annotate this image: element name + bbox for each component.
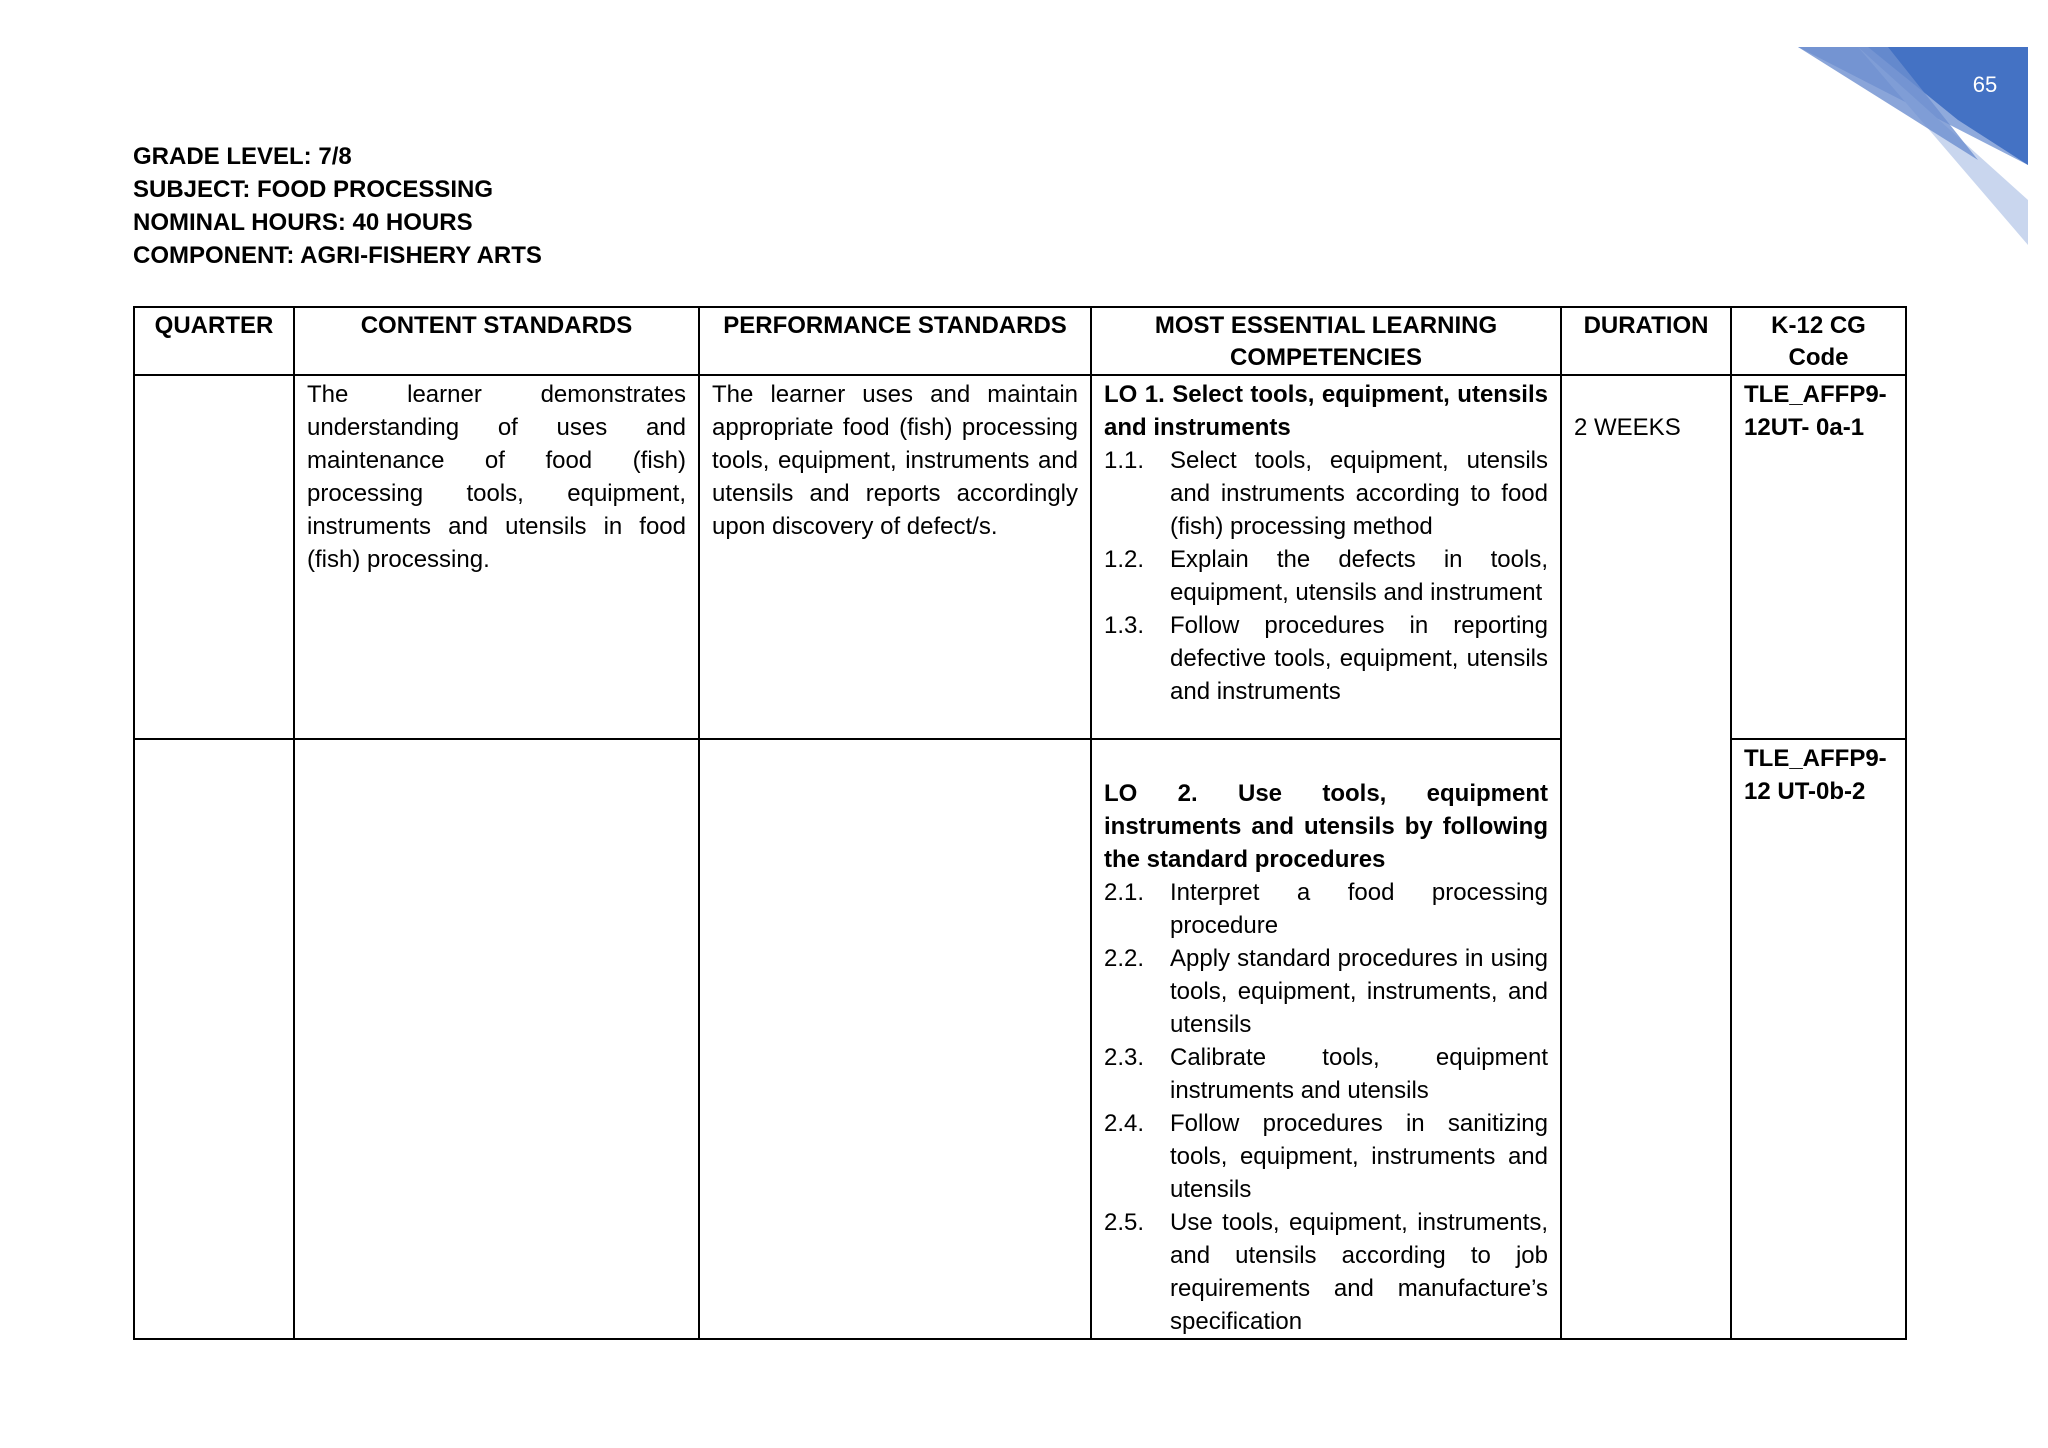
competency-number: 2.2. xyxy=(1104,945,1145,972)
competency-text: Follow procedures in sanitizing tools, equipment, instruments and utensils xyxy=(1170,1110,1548,1203)
competency-item xyxy=(1104,444,1548,543)
grade-level: GRADE LEVEL: 7/8 xyxy=(133,143,352,170)
subject: SUBJECT: FOOD PROCESSING xyxy=(133,176,494,203)
competency-text: Explain the defects in tools, equipment, utensils and instrument xyxy=(1170,546,1548,606)
competency-number: 1.3. xyxy=(1104,612,1145,639)
competency-text: Apply standard procedures in using tools, equipment, instruments, and utensils xyxy=(1170,945,1548,1038)
competency-text: Interpret a food processing procedure xyxy=(1170,879,1548,939)
document-header xyxy=(133,140,542,272)
corner-decoration xyxy=(1748,0,2048,260)
performance-standard-cell xyxy=(699,739,1091,1339)
competency-item xyxy=(1104,1206,1548,1338)
table-row xyxy=(134,375,1906,739)
page-number: 65 xyxy=(1972,72,1998,97)
competency-number: 2.5. xyxy=(1104,1209,1145,1236)
competency-item xyxy=(1104,876,1548,942)
competency-item xyxy=(1104,609,1548,708)
competency-number: 2.3. xyxy=(1104,1044,1145,1071)
competency-item xyxy=(1104,942,1548,1041)
nominal-hours: NOMINAL HOURS: 40 HOURS xyxy=(133,209,473,236)
header-quarter: QUARTER xyxy=(134,307,294,375)
quarter-cell xyxy=(134,739,294,1339)
code-cell: TLE_AFFP9-12 UT-0b-2 xyxy=(1731,739,1906,1339)
competency-text: Calibrate tools, equipment instruments and utensils xyxy=(1170,1044,1548,1104)
competency-number: 2.4. xyxy=(1104,1110,1145,1137)
component: COMPONENT: AGRI-FISHERY ARTS xyxy=(133,242,542,269)
competency-item xyxy=(1104,1041,1548,1107)
header-melc: MOST ESSENTIAL LEARNING COMPETENCIES xyxy=(1091,307,1561,375)
competencies-cell xyxy=(1091,739,1561,1339)
competency-item xyxy=(1104,1107,1548,1206)
content-standard-cell xyxy=(294,739,699,1339)
lo-title: LO 2. Use tools, equipment instruments and utensils by following the standard procedures xyxy=(1104,780,1548,873)
header-performance-standards: PERFORMANCE STANDARDS xyxy=(699,307,1091,375)
competency-text: Use tools, equipment, instruments, and utensils according to job requirements and manufacture’s specification xyxy=(1170,1209,1548,1335)
competency-item xyxy=(1104,543,1548,609)
performance-standard-cell: The learner uses and maintain appropriate food (fish) processing tools, equipment, instruments and utensils and reports accordingly upon discovery of defect/s. xyxy=(699,375,1091,739)
duration-cell: 2 WEEKS xyxy=(1561,375,1731,1339)
content-standard-cell: The learner demonstrates understanding of uses and maintenance of food (fish) processing tools, equipment, instruments and utensils in food (fish) processing. xyxy=(294,375,699,739)
lo-title: LO 1. Select tools, equipment, utensils and instruments xyxy=(1104,381,1548,441)
header-content-standards: CONTENT STANDARDS xyxy=(294,307,699,375)
competency-number: 2.1. xyxy=(1104,879,1145,906)
curriculum-table xyxy=(133,306,1907,1340)
competencies-cell xyxy=(1091,375,1561,739)
header-code: K-12 CG Code xyxy=(1731,307,1906,375)
code-cell: TLE_AFFP9-12UT- 0a-1 xyxy=(1731,375,1906,739)
competency-text: Select tools, equipment, utensils and instruments according to food (fish) processing method xyxy=(1170,447,1548,540)
table-header-row xyxy=(134,307,1906,375)
quarter-cell xyxy=(134,375,294,739)
competency-number: 1.1. xyxy=(1104,447,1145,474)
header-duration: DURATION xyxy=(1561,307,1731,375)
competency-number: 1.2. xyxy=(1104,546,1145,573)
competency-text: Follow procedures in reporting defective tools, equipment, utensils and instruments xyxy=(1170,612,1548,705)
